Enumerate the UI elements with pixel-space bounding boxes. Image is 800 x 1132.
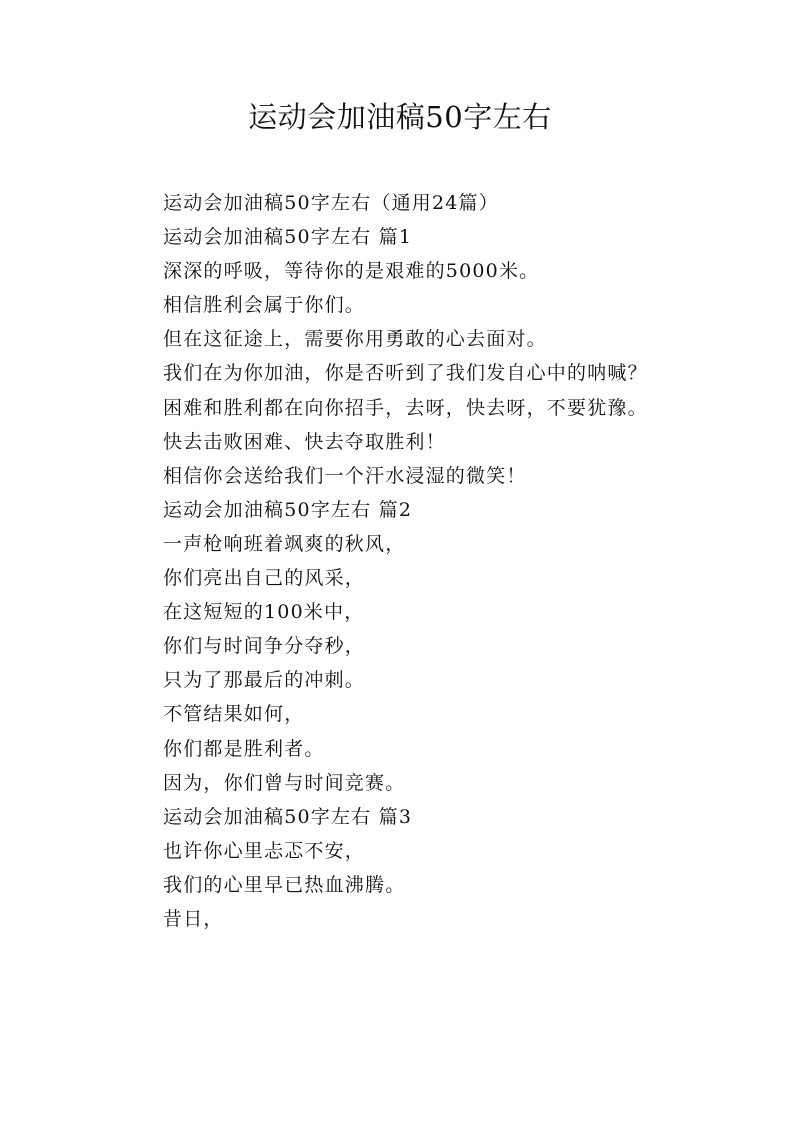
body-line: 运动会加油稿50字左右（通用24篇） xyxy=(163,192,499,214)
document-title: 运动会加油稿50字左右 xyxy=(248,100,552,134)
body-line: 你们与时间争分夺秒， xyxy=(163,635,366,658)
body-line: 相信胜利会属于你们。 xyxy=(163,294,366,317)
body-line: 但在这征途上，需要你用勇敢的心去面对。 xyxy=(163,328,547,351)
body-line: 我们在为你加油，你是否听到了我们发自心中的呐喊？ xyxy=(163,362,648,385)
body-line: 也许你心里忐忑不安， xyxy=(163,839,366,862)
body-line: 一声枪响班着飒爽的秋风， xyxy=(163,532,406,555)
section-heading: 运动会加油稿50字左右 篇3 xyxy=(163,805,413,828)
section-heading: 运动会加油稿50字左右 篇1 xyxy=(163,226,413,249)
body-line: 相信你会送给我们一个汗水浸湿的微笑！ xyxy=(163,464,527,487)
body-line: 你们都是胜利者。 xyxy=(163,737,325,760)
body-line: 在这短短的100米中， xyxy=(163,601,365,624)
body-line: 只为了那最后的冲刺。 xyxy=(163,669,366,692)
body-line: 深深的呼吸，等待你的是艰难的5000米。 xyxy=(163,260,540,283)
body-line: 昔日， xyxy=(163,907,224,930)
body-line: 不管结果如何， xyxy=(163,703,305,726)
body-line: 因为，你们曾与时间竞赛。 xyxy=(163,771,406,794)
document-body xyxy=(163,186,783,936)
body-line: 困难和胜利都在向你招手，去呀，快去呀，不要犹豫。 xyxy=(163,396,648,419)
body-line: 我们的心里早已热血沸腾。 xyxy=(163,873,406,896)
body-line: 你们亮出自己的风采， xyxy=(163,567,366,590)
section-heading: 运动会加油稿50字左右 篇2 xyxy=(163,498,413,521)
body-line: 快去击败困难、快去夺取胜利！ xyxy=(163,430,446,453)
